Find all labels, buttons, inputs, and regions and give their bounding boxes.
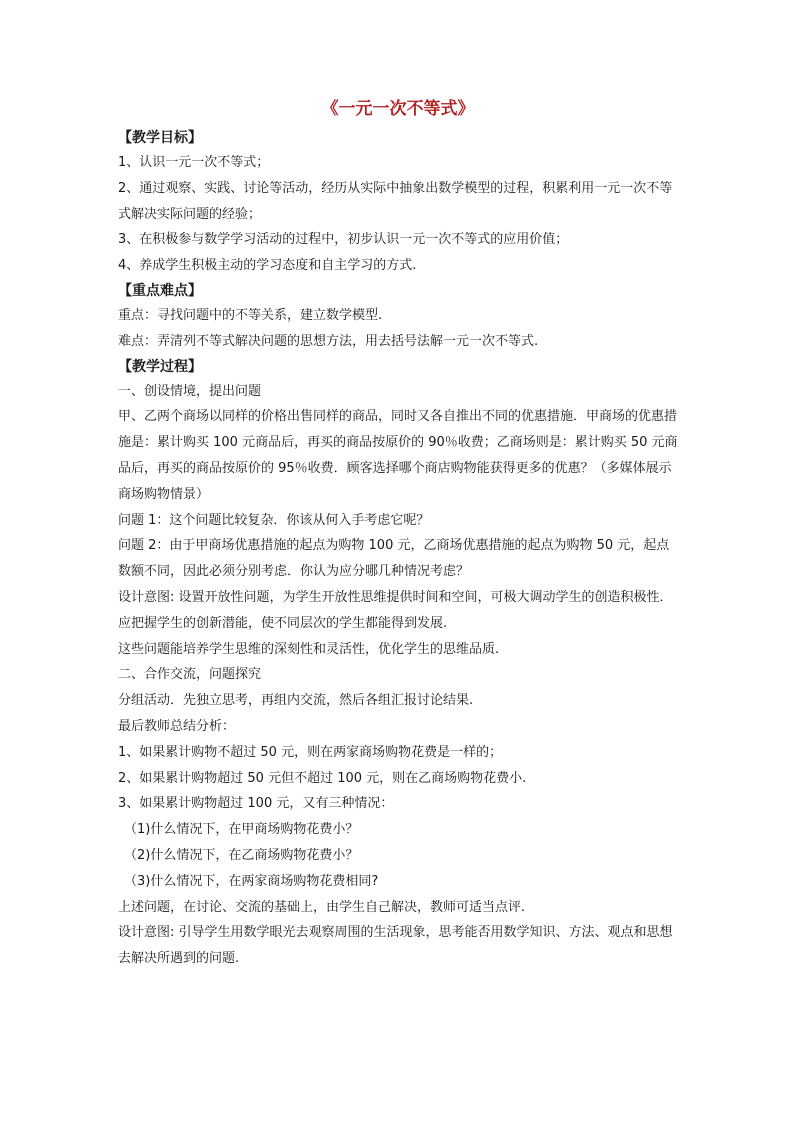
- process-subheading: 二、合作交流，问题探究: [118, 667, 262, 683]
- analysis-subitem: （1)什么情况下，在甲商场购物花费小？: [124, 822, 359, 838]
- difficulty-item: 难点：弄清列不等式解决问题的思想方法，用去括号法解一元一次不等式.: [118, 333, 539, 349]
- question-2: 问题 2：由于甲商场优惠措施的起点为购物 100 元，乙商场优惠措施的起点为购物 50 元，起点数额不同，因此必须分别考虑．你认为应分哪几种情况考虑？: [118, 538, 670, 580]
- process-paragraph: 最后教师总结分析：: [118, 718, 236, 734]
- problem-statement: 甲、乙两个商场以同样的价格出售同样的商品，同时又各自推出不同的优惠措施．甲商场的优惠措施是：累计购买 100 元商品后，再买的商品按原价的 90％收费；乙商场则是：累计购买 50 元商品后，再买的商品按原价的 95％收费．顾客选择哪个商店购物能获得更多的优惠？（多媒体展示商场购物情景）: [118, 409, 678, 502]
- analysis-item: 3、如果累计购物超过 100 元，又有三种情况：: [118, 796, 394, 812]
- section-heading-teaching-process: 【教学过程】: [118, 358, 202, 375]
- process-subheading: 一、创设情境，提出问题: [118, 383, 262, 399]
- document-page: [118, 96, 678, 972]
- goal-item: 3、在积极参与数学学习活动的过程中，初步认识一元一次不等式的应用价值；: [118, 232, 569, 248]
- goal-item: 1、认识一元一次不等式；: [118, 155, 270, 170]
- goal-item: 2、通过观察、实践、讨论等活动，经历从实际中抽象出数学模型的过程，积累利用一元一次不等式解决实际问题的经验；: [118, 180, 673, 222]
- section-heading-teaching-goals: 【教学目标】: [118, 130, 202, 146]
- process-paragraph: 这些问题能培养学生思维的深刻性和灵活性，优化学生的思维品质.: [118, 641, 500, 657]
- analysis-item: 2、如果累计购物超过 50 元但不超过 100 元，则在乙商场购物花费小.: [118, 770, 527, 786]
- process-paragraph: 上述问题，在讨论、交流的基础上，由学生自己解决，教师可适当点评.: [118, 899, 526, 915]
- analysis-subitem: （2)什么情况下，在乙商场购物花费小？: [124, 847, 359, 863]
- analysis-subitem: （3)什么情况下，在两家商场购物花费相同?: [124, 873, 379, 889]
- question-1: 问题 1：这个问题比较复杂．你该从何入手考虑它呢？: [118, 512, 430, 528]
- document-title: 《一元一次不等式》: [321, 99, 475, 119]
- section-heading-key-points: 【重点难点】: [118, 282, 202, 299]
- process-paragraph: 分组活动．先独立思考，再组内交流，然后各组汇报讨论结果.: [118, 693, 474, 709]
- analysis-item: 1、如果累计购物不超过 50 元，则在两家商场购物花费是一样的；: [118, 744, 503, 760]
- design-intent: 设计意图: 引导学生用数学眼光去观察周围的生活现象，思考能否用数学知识、方法、观点和思想去解决所遇到的问题.: [118, 925, 673, 967]
- design-intent: 设计意图: 设置开放性问题，为学生开放性思维提供时间和空间，可极大调动学生的创造积极性．应把握学生的创新潜能，使不同层次的学生都能得到发展.: [118, 589, 673, 631]
- key-point-item: 重点：寻找问题中的不等关系，建立数学模型.: [118, 307, 383, 323]
- goal-item: 4、养成学生积极主动的学习态度和自主学习的方式.: [118, 258, 417, 274]
